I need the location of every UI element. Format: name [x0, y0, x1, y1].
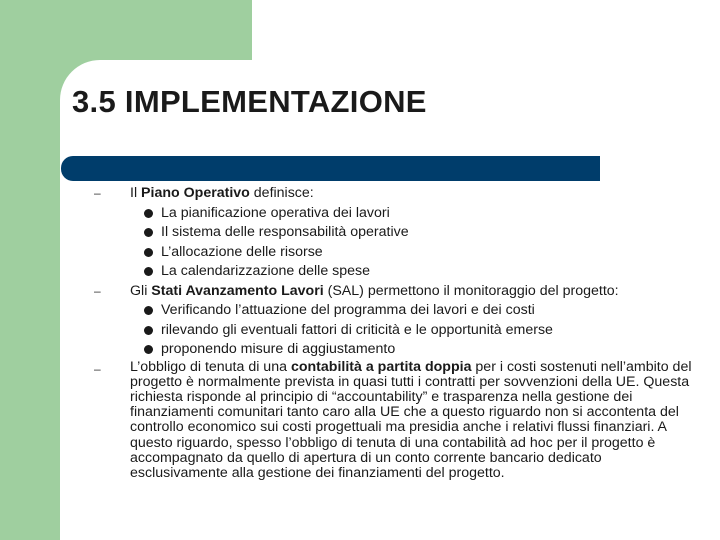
sub-item: La calendarizzazione delle spese	[130, 262, 698, 282]
point-sal	[94, 282, 698, 360]
dash-marker: –	[94, 361, 101, 376]
bullet-icon	[144, 306, 153, 315]
dash-marker: –	[94, 186, 101, 200]
point-text: Gli Stati Avanzamento Lavori (SAL) permettono il monitoraggio del progetto:	[130, 282, 619, 299]
sub-item: proponendo misure di aggiustamento	[130, 340, 698, 360]
point-contabilita	[94, 360, 698, 482]
left-green-strip	[0, 0, 60, 540]
dash-marker: –	[94, 283, 101, 298]
slide-content	[94, 184, 698, 481]
title-rule-bar	[61, 156, 600, 181]
point-text: L’obbligo di tenuta di una contabilità a partita doppia per i costi sostenuti nell’ambito del progetto è normalmente prevista in quasi tutti i contratti per sovvenzioni della UE. Questa richiesta risponde al principio di “accountability” e trasparenza nella gestione dei finanziamenti comunitari tanto caro alla UE che a questo riguardo non si accontenta del controllo economico sui costi progettuali ma presidia anche i relativi flussi finanziari. A questo riguardo, spesso l’obbligo di tenuta di una contabilità ad hoc per il progetto è accompagnato da quello di apertura di un conto corrente bancario dedicato esclusivamente alla gestione dei finanziamenti del progetto.	[130, 358, 692, 481]
slide-title: 3.5 IMPLEMENTAZIONE	[72, 84, 427, 119]
bullet-icon	[144, 228, 153, 237]
bullet-icon	[144, 345, 153, 354]
sub-list	[130, 301, 698, 360]
sub-list	[130, 204, 698, 282]
bullet-icon	[144, 267, 153, 276]
point-text: Il Piano Operativo definisce:	[130, 185, 314, 201]
bullet-icon	[144, 248, 153, 257]
sub-item: Verificando l’attuazione del programma dei lavori e dei costi	[130, 301, 698, 321]
point-piano-operativo	[94, 184, 698, 282]
sub-item: La pianificazione operativa dei lavori	[130, 204, 698, 224]
sub-item: L’allocazione delle risorse	[130, 243, 698, 263]
sub-item: rilevando gli eventuali fattori di criticità e le opportunità emerse	[130, 321, 698, 341]
bullet-icon	[144, 326, 153, 335]
bullet-icon	[144, 209, 153, 218]
sub-item: Il sistema delle responsabilità operative	[130, 223, 698, 243]
